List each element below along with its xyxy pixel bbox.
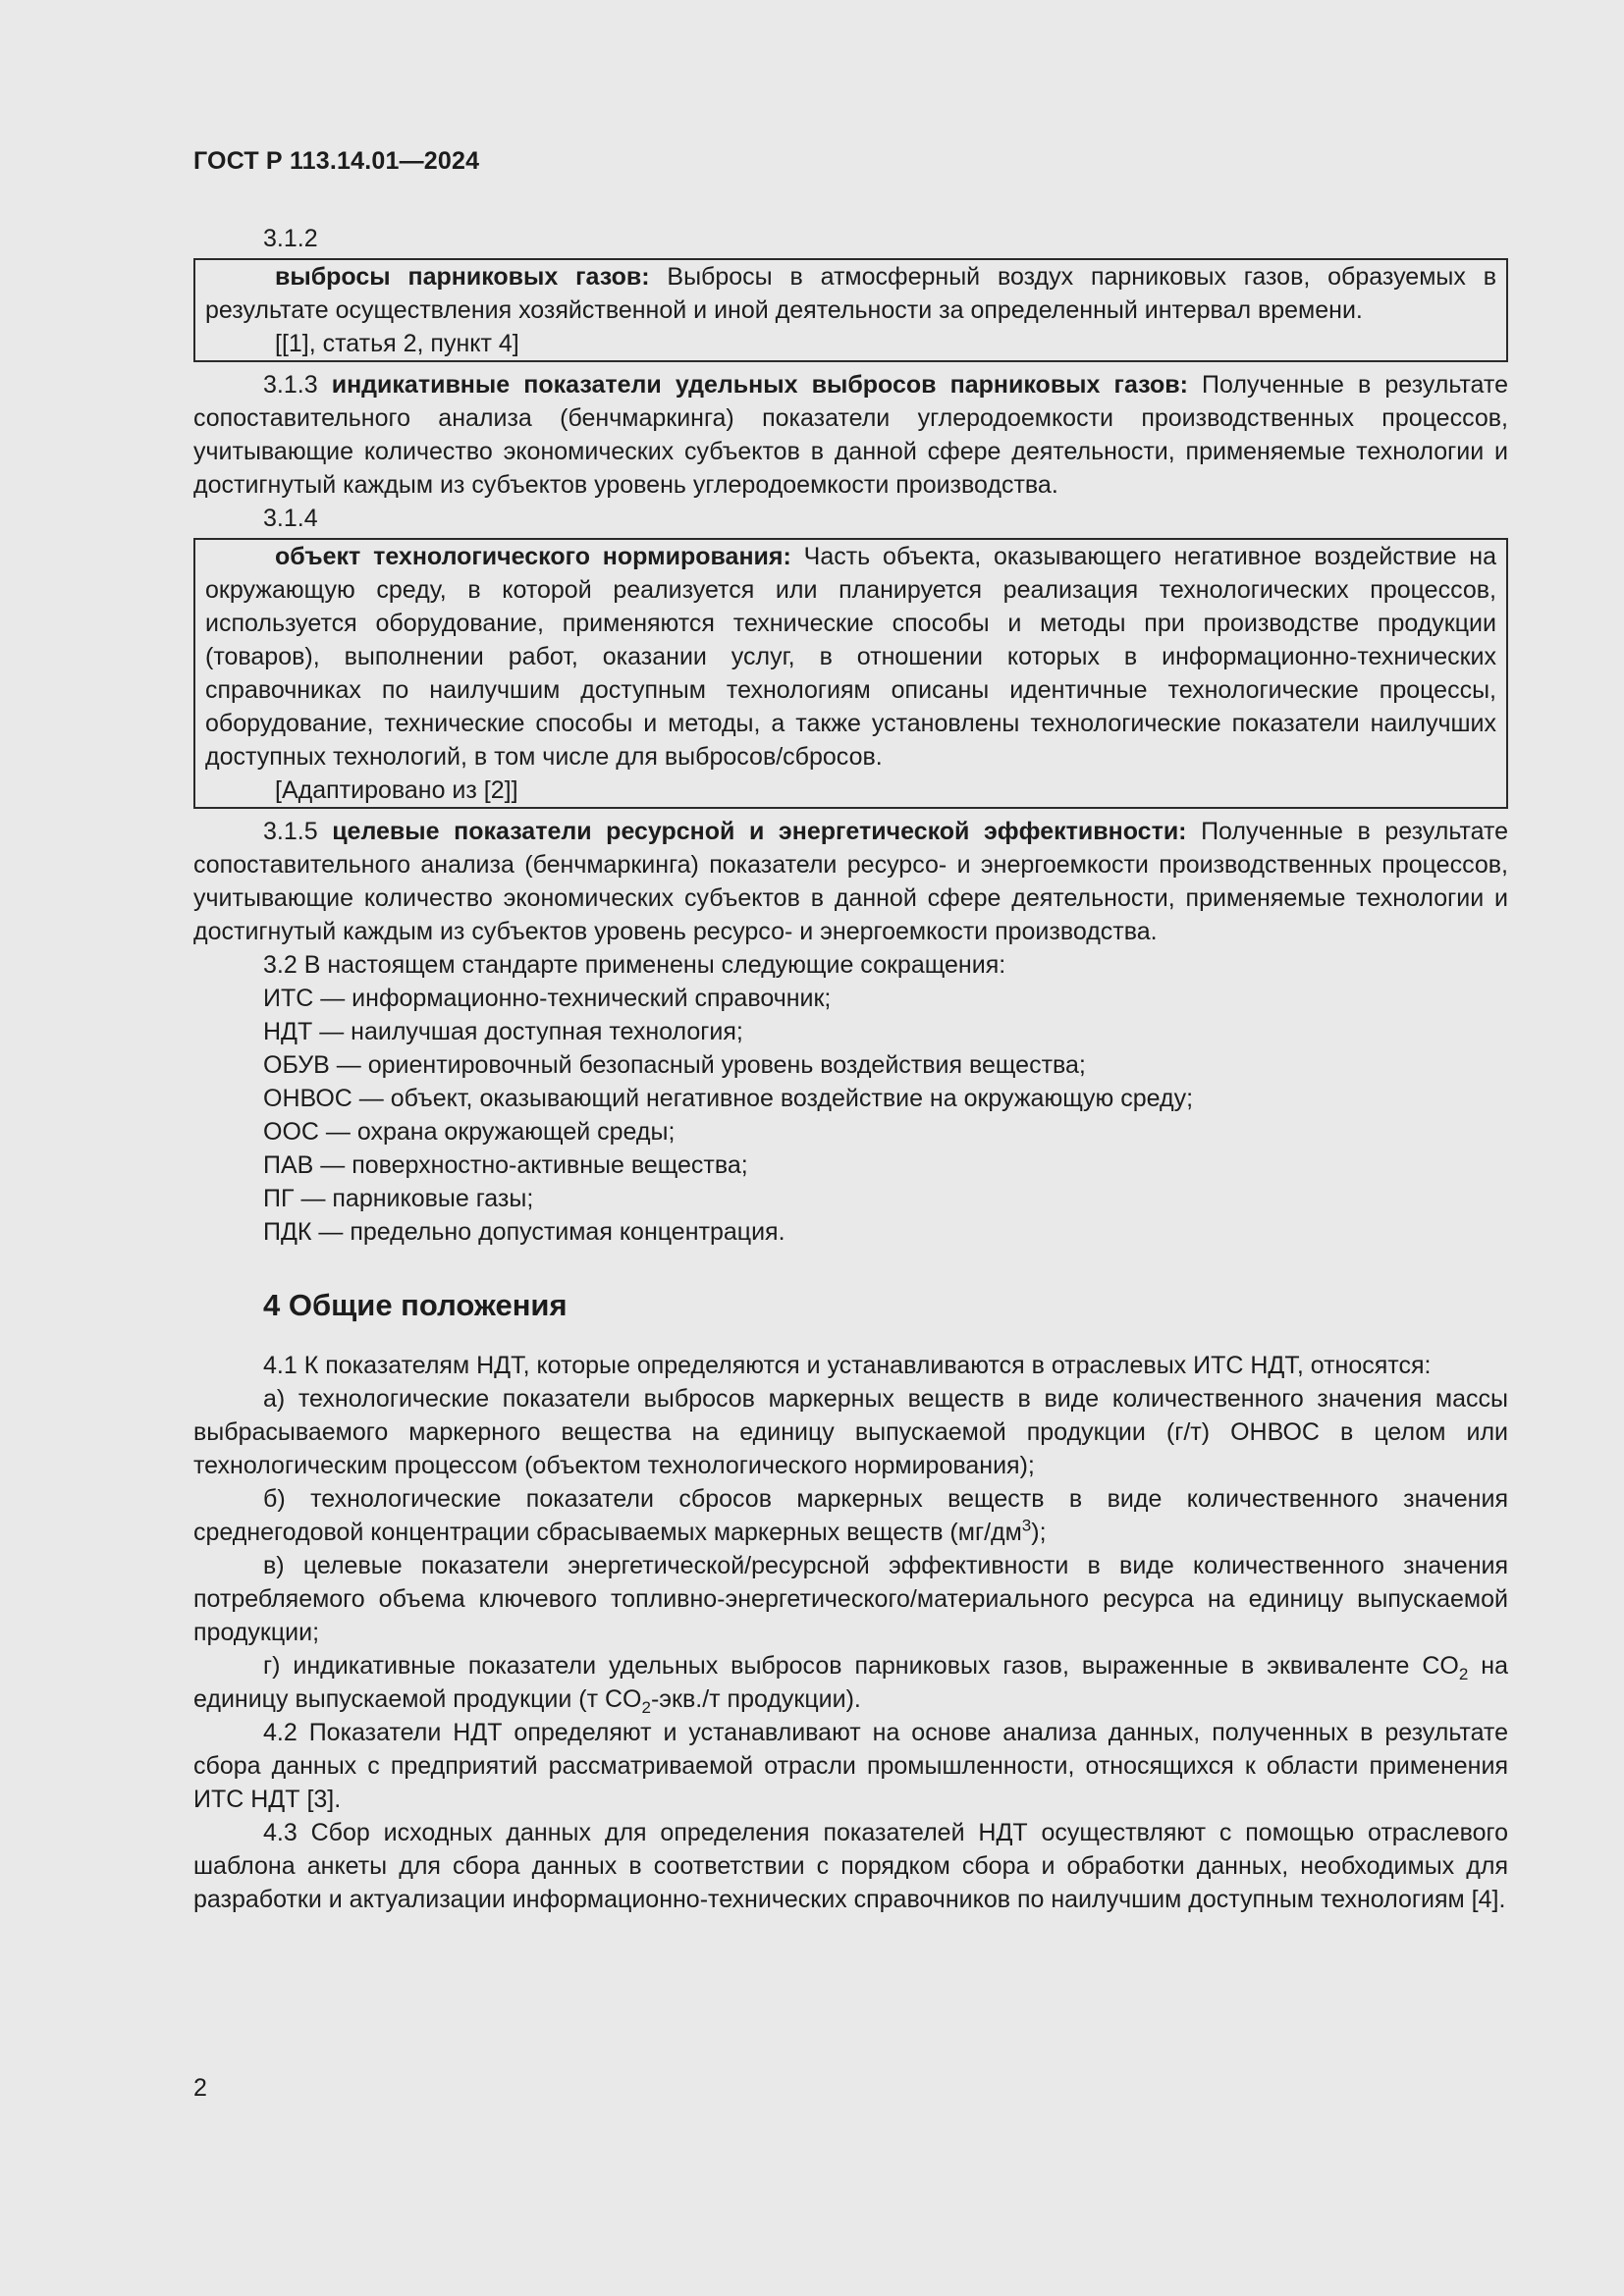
definition-3-1-2 — [205, 260, 1496, 327]
abbreviation-item: ПГ — парниковые газы; — [263, 1185, 534, 1212]
superscript-3: 3 — [1021, 1516, 1032, 1535]
clause-3-1-5 — [193, 815, 1508, 948]
definition-3-1-4 — [205, 540, 1496, 774]
section-heading-4: 4 Общие положения — [263, 1288, 568, 1322]
term-3-1-3: индикативные показатели удельных выбросов парниковых газов: — [331, 371, 1188, 399]
list-item-b — [193, 1482, 1508, 1549]
definition-box-3-1-4 — [193, 538, 1508, 809]
subscript-2: 2 — [641, 1698, 651, 1717]
clause-number-3-1-5: 3.1.5 — [263, 818, 333, 845]
abbreviation-item: ПАВ — поверхностно-активные вещества; — [263, 1151, 748, 1179]
clause-4-3: 4.3 Сбор исходных данных для определения показателей НДТ осуществляют с помощью отраслевого шаблона анкеты для сбора данных в соответствии с порядком сбора и обработки данных, необходимых для разработки и актуализации информационно-технических справочников по наилучшим доступным технологиям [4]. — [193, 1819, 1508, 1913]
list-item-a: а) технологические показатели выбросов маркерных веществ в виде количественного значения массы выбрасываемого маркерного вещества на единицу выпускаемой продукции (г/т) ОНВОС в целом или технологическим процессом (объектом технологического нормирования); — [193, 1385, 1508, 1479]
document-code-header: ГОСТ Р 113.14.01—2024 — [193, 147, 480, 175]
list-item-g-text-1: г) индикативные показатели удельных выбросов парниковых газов, выраженные в эквиваленте CO — [263, 1652, 1459, 1680]
definition-text-3-1-4: Часть объекта, оказывающего негативное воздействие на окружающую среду, в которой реализуется или планируется реализация технологических процессов, используется оборудование, применяются технические способы и методы при производстве продукции (товаров), выполнении работ, оказании услуг, в отношении которых в информационно-технических справочниках по наилучшим доступным технологиям описаны идентичные технологические процессы, оборудование, технические способы и методы, а также установлены технологические показатели наилучших доступных технологий, в том числе для выбросов/сбросов. — [205, 543, 1497, 771]
term-3-1-2: выбросы парниковых газов: — [275, 263, 650, 291]
abbreviation-item: НДТ — наилучшая доступная технология; — [263, 1018, 743, 1045]
abbreviation-item: ПДК — предельно допустимая концентрация. — [263, 1218, 785, 1246]
list-item-v: в) целевые показатели энергетической/ресурсной эффективности в виде количественного значения потребляемого объема ключевого топливно-энергетического/материального ресурса на единицу выпускаемой продукции; — [193, 1552, 1508, 1646]
subscript-2: 2 — [1458, 1665, 1469, 1683]
term-3-1-5: целевые показатели ресурсной и энергетической эффективности: — [332, 818, 1187, 845]
abbreviation-item: ОБУВ — ориентировочный безопасный уровень воздействия вещества; — [263, 1051, 1086, 1079]
definition-text-3-1-3: Полученные в результате сопоставительного анализа (бенчмаркинга) показатели углеродоемкости производственных процессов, учитывающие количество экономических субъектов в данной сфере деятельности, применяемые технологии и достигнутый каждым из субъектов уровень углеродоемкости производства. — [193, 371, 1508, 499]
list-item-g-text-2: на единицу выпускаемой продукции (т CO — [193, 1652, 1509, 1713]
definition-box-3-1-2 — [193, 258, 1508, 362]
definition-text-3-1-5: Полученные в результате сопоставительного анализа (бенчмаркинга) показатели ресурсо- и энергоемкости производственных процессов, учитывающие количество экономических субъектов в данной сфере деятельности, применяемые технологии и достигнутый каждым из субъектов уровень ресурсо- и энергоемкости производства. — [193, 818, 1508, 945]
clause-number-3-1-4: 3.1.4 — [263, 505, 318, 532]
source-3-1-2: [[1], статья 2, пункт 4] — [275, 330, 519, 357]
abbreviation-item: ИТС — информационно-технический справочник; — [263, 985, 832, 1012]
clause-3-1-3 — [193, 368, 1508, 502]
clause-4-1: 4.1 К показателям НДТ, которые определяются и устанавливаются в отраслевых ИТС НДТ, относятся: — [263, 1352, 1432, 1379]
abbreviation-item: ООС — охрана окружающей среды; — [263, 1118, 676, 1146]
term-3-1-4: объект технологического нормирования: — [275, 543, 791, 570]
list-item-b-text: б) технологические показатели сбросов маркерных веществ в виде количественного значения среднегодовой концентрации сбрасываемых маркерных веществ (мг/дм — [193, 1485, 1508, 1546]
definition-text-3-1-2: Выбросы в атмосферный воздух парниковых газов, образуемых в результате осуществления хозяйственной и иной деятельности за определенный интервал времени. — [205, 263, 1496, 324]
clause-4-2: 4.2 Показатели НДТ определяют и устанавливают на основе анализа данных, полученных в результате сбора данных с предприятий рассматриваемой отрасли промышленности, относящихся к области применения ИТС НДТ [3]. — [193, 1719, 1508, 1813]
clause-number-3-1-2: 3.1.2 — [263, 225, 318, 252]
list-item-b-end: ); — [1031, 1519, 1047, 1546]
source-3-1-4: [Адаптировано из [2]] — [275, 776, 518, 804]
list-item-g-text-3: -экв./т продукции). — [650, 1685, 861, 1713]
list-item-g — [193, 1649, 1508, 1716]
page-number: 2 — [193, 2074, 207, 2102]
abbreviation-item: ОНВОС — объект, оказывающий негативное воздействие на окружающую среду; — [263, 1085, 1194, 1112]
page-content — [193, 222, 1508, 1916]
clause-3-2-intro: 3.2 В настоящем стандарте применены следующие сокращения: — [263, 951, 1006, 979]
clause-number-3-1-3: 3.1.3 — [263, 371, 332, 399]
